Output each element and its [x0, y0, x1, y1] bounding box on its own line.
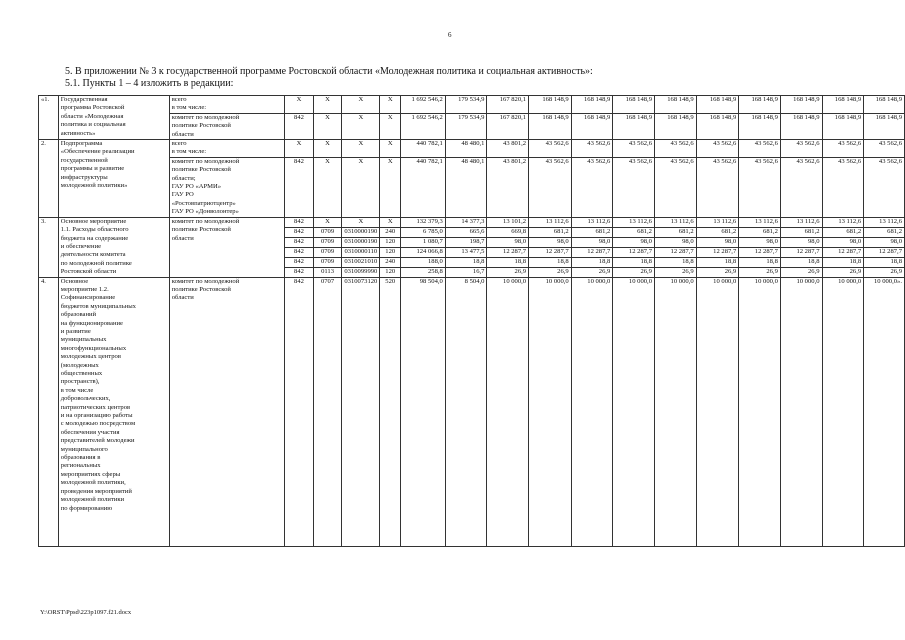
program-name	[58, 140, 169, 218]
budget-code-cell: 240	[380, 227, 401, 237]
budget-code-cell: Х	[313, 113, 342, 139]
budget-code-cell: Х	[342, 96, 380, 114]
amount-cell: 13 477,5	[445, 247, 487, 257]
table-row	[39, 96, 905, 114]
cell-line: муниципальных	[60, 336, 107, 344]
amount-cell: 12 287,7	[696, 247, 739, 257]
amount-cell: 18,8	[780, 257, 822, 267]
amount-cell: 681,2	[613, 227, 655, 237]
amount-cell: 43 562,6	[529, 157, 572, 217]
cell-line: добровольческих,	[60, 395, 111, 403]
amount-cell: 179 534,9	[445, 113, 487, 139]
amount-cell: 124 066,8	[401, 247, 446, 257]
amount-cell: 12 287,7	[822, 247, 864, 257]
amount-cell: 26,9	[864, 267, 905, 277]
amount-cell: 43 562,6	[654, 157, 696, 217]
amount-cell: 168 148,9	[864, 96, 905, 114]
cell-line: программы и развитие	[60, 165, 125, 173]
cell-line: (молодежных	[60, 361, 99, 369]
amount-cell: 258,8	[401, 267, 446, 277]
amount-cell: 10 000,0	[529, 277, 572, 546]
budget-code-cell: 842	[285, 217, 314, 227]
row-number: 4.	[39, 277, 59, 546]
amount-cell: 168 148,9	[739, 113, 781, 139]
budget-code-cell: 0310000190	[342, 237, 380, 247]
table-row	[39, 157, 905, 217]
budget-code-cell: 0310021010	[342, 257, 380, 267]
amount-cell: 13 112,6	[654, 217, 696, 227]
amount-cell: 14 377,3	[445, 217, 487, 227]
cell-line: по формированию	[60, 504, 113, 512]
amount-cell: 168 148,9	[613, 96, 655, 114]
program-name	[58, 217, 169, 277]
budget-code-cell: 0709	[313, 227, 342, 237]
budget-code-cell: Х	[342, 157, 380, 217]
amount-cell: 681,2	[739, 227, 781, 237]
amount-cell: 440 782,1	[401, 157, 446, 217]
cell-line: молодежной политики»	[60, 182, 128, 190]
amount-cell: 18,8	[529, 257, 572, 267]
cell-line: пространств),	[60, 378, 100, 386]
amount-cell: 10 000,0	[654, 277, 696, 546]
cell-line: активность»	[60, 129, 96, 137]
amount-cell: 168 148,9	[696, 96, 739, 114]
cell-line: комитет по молодежной	[171, 277, 240, 285]
amount-cell: 43 562,6	[696, 140, 739, 158]
amount-cell: 12 287,7	[571, 247, 613, 257]
cell-line: политике Ростовской	[171, 226, 231, 234]
amount-cell: 10 000,0	[487, 277, 529, 546]
amount-cell: 10 000,0	[613, 277, 655, 546]
row-number: 3.	[39, 217, 59, 277]
amount-cell: 43 562,6	[654, 140, 696, 158]
amount-cell: 26,9	[571, 267, 613, 277]
amount-cell: 98,0	[739, 237, 781, 247]
responsible-cell	[169, 157, 285, 217]
budget-code-cell: Х	[380, 113, 401, 139]
amount-cell: 26,9	[739, 267, 781, 277]
cell-line: молодежной политики	[60, 496, 125, 504]
amount-cell: 18,8	[696, 257, 739, 267]
budget-code-cell: Х	[342, 217, 380, 227]
cell-line: Основное мероприятие	[60, 217, 127, 225]
amount-cell: 26,9	[613, 267, 655, 277]
amount-cell: 168 148,9	[529, 113, 572, 139]
budget-code-cell: 240	[380, 257, 401, 267]
budget-code-cell: Х	[342, 140, 380, 158]
responsible-cell	[169, 96, 285, 114]
amount-cell: 168 148,9	[864, 113, 905, 139]
budget-code-cell: Х	[380, 96, 401, 114]
amount-cell: 43 562,6	[696, 157, 739, 217]
amount-cell: 43 801,2	[487, 157, 529, 217]
amount-cell: 18,8	[864, 257, 905, 267]
amount-cell: 98 504,0	[401, 277, 446, 546]
cell-line: образований	[60, 311, 97, 319]
cell-line: инфраструктуры	[60, 173, 108, 181]
cell-line: на функционирование	[60, 319, 123, 327]
amount-cell: 681,2	[571, 227, 613, 237]
amount-cell: 43 562,6	[529, 140, 572, 158]
amount-cell: 10 000,0	[739, 277, 781, 546]
amount-cell: 26,9	[822, 267, 864, 277]
amount-cell: 26,9	[780, 267, 822, 277]
cell-line: Государственная	[60, 96, 108, 103]
cell-line: мероприятие 1.2.	[60, 285, 109, 293]
cell-line: проведения мероприятий	[60, 487, 132, 495]
amount-cell: 43 562,6	[571, 140, 613, 158]
amount-cell: 26,9	[696, 267, 739, 277]
cell-line: в том числе	[60, 386, 94, 394]
amount-cell: 98,0	[487, 237, 529, 247]
row-number: «1.	[39, 96, 59, 140]
budget-code-cell: 842	[285, 113, 314, 139]
budget-code-cell: 0310000190	[342, 227, 380, 237]
cell-line: бюджетов муниципальных	[60, 302, 136, 310]
budget-code-cell: 842	[285, 227, 314, 237]
amount-cell: 681,2	[822, 227, 864, 237]
budget-code-cell: Х	[313, 140, 342, 158]
budget-code-cell: 842	[285, 257, 314, 267]
amount-cell: 18,8	[739, 257, 781, 267]
amount-cell: 10 000,0».	[864, 277, 905, 546]
amount-cell: 98,0	[864, 237, 905, 247]
amount-cell: 198,7	[445, 237, 487, 247]
amount-cell: 10 000,0	[571, 277, 613, 546]
budget-code-cell: 842	[285, 237, 314, 247]
cell-line: ГАУ РО	[171, 191, 194, 199]
cell-line: в том числе:	[171, 148, 207, 156]
budget-code-cell: Х	[380, 157, 401, 217]
amount-cell: 43 562,6	[571, 157, 613, 217]
budget-code-cell: 0310073120	[342, 277, 380, 546]
amount-cell: 12 287,7	[529, 247, 572, 257]
table-row	[39, 217, 905, 227]
cell-line: политике Ростовской	[171, 122, 231, 130]
amount-cell: 43 562,6	[864, 157, 905, 217]
amount-cell: 43 562,6	[739, 157, 781, 217]
heading-items: 5.1. Пункты 1 – 4 изложить в редакции:	[65, 78, 234, 89]
cell-line: «Ростовпатриотцентр»	[171, 199, 236, 207]
amount-cell: 13 112,6	[571, 217, 613, 227]
amount-cell: 98,0	[654, 237, 696, 247]
amount-cell: 18,8	[613, 257, 655, 267]
amount-cell: 98,0	[822, 237, 864, 247]
cell-line: молодежных центров	[60, 353, 121, 361]
amount-cell: 1 080,7	[401, 237, 446, 247]
amount-cell: 98,0	[571, 237, 613, 247]
amount-cell: 43 562,6	[822, 140, 864, 158]
cell-line: области	[171, 130, 194, 138]
responsible-cell	[169, 217, 285, 277]
amount-cell: 168 148,9	[654, 113, 696, 139]
cell-line: политика и социальная	[60, 121, 126, 129]
amount-cell: 13 112,6	[864, 217, 905, 227]
amount-cell: 1 692 546,2	[401, 113, 446, 139]
budget-code-cell: Х	[380, 217, 401, 227]
amount-cell: 681,2	[864, 227, 905, 237]
cell-line: представителей молодежи	[60, 437, 135, 445]
cell-line: области;	[171, 174, 196, 182]
amount-cell: 168 148,9	[696, 113, 739, 139]
amount-cell: 168 148,9	[780, 96, 822, 114]
cell-line: Софинансирование	[60, 294, 116, 302]
amount-cell: 43 562,6	[864, 140, 905, 158]
cell-line: Подпрограмма	[60, 140, 103, 148]
amount-cell: 168 148,9	[739, 96, 781, 114]
cell-line: молодежной политики,	[60, 479, 126, 487]
amount-cell: 681,2	[529, 227, 572, 237]
budget-code-cell: Х	[313, 96, 342, 114]
amount-cell: 8 504,0	[445, 277, 487, 546]
cell-line: региональных	[60, 462, 101, 470]
amount-cell: 18,8	[654, 257, 696, 267]
amount-cell: 43 562,6	[780, 140, 822, 158]
amount-cell: 188,0	[401, 257, 446, 267]
amount-cell: 12 287,7	[613, 247, 655, 257]
amount-cell: 13 112,6	[529, 217, 572, 227]
amount-cell: 167 820,1	[487, 96, 529, 114]
budget-code-cell: 0709	[313, 237, 342, 247]
cell-line: комитет по молодежной	[171, 157, 240, 165]
amount-cell: 43 562,6	[739, 140, 781, 158]
amount-cell: 43 801,2	[487, 140, 529, 158]
amount-cell: 681,2	[654, 227, 696, 237]
budget-code-cell: Х	[313, 157, 342, 217]
table-row	[39, 140, 905, 158]
cell-line: обеспечения участия	[60, 428, 120, 436]
amount-cell: 681,2	[780, 227, 822, 237]
amount-cell: 440 782,1	[401, 140, 446, 158]
amount-cell: 18,8	[487, 257, 529, 267]
budget-code-cell: 0310000110	[342, 247, 380, 257]
budget-code-cell: 842	[285, 267, 314, 277]
budget-code-cell: 120	[380, 247, 401, 257]
amount-cell: 669,8	[487, 227, 529, 237]
amount-cell: 6 785,0	[401, 227, 446, 237]
amount-cell: 16,7	[445, 267, 487, 277]
cell-line: общественных	[60, 370, 103, 377]
cell-line: политике Ростовской	[171, 285, 231, 293]
cell-line: области	[171, 294, 194, 302]
budget-code-cell: 842	[285, 157, 314, 217]
cell-line: и на организацию работы	[60, 412, 133, 420]
heading-appendix: 5. В приложении № 3 к государственной программе Ростовской области «Молодежная политика и социальная активность»:	[65, 66, 593, 77]
amount-cell: 48 480,1	[445, 140, 487, 158]
file-path: Y:\ORST\Ppsd\223p1097.f21.docx	[40, 609, 132, 616]
cell-line: в том числе:	[171, 104, 207, 112]
amount-cell: 13 101,2	[487, 217, 529, 227]
responsible-cell	[169, 140, 285, 158]
budget-code-cell: 520	[380, 277, 401, 546]
cell-line: ГАУ РО «АРМИ»	[171, 183, 222, 191]
amount-cell: 167 820,1	[487, 113, 529, 139]
responsible-cell	[169, 113, 285, 139]
amount-cell: 98,0	[529, 237, 572, 247]
amount-cell: 48 480,1	[445, 157, 487, 217]
amount-cell: 10 000,0	[780, 277, 822, 546]
amount-cell: 43 562,6	[613, 140, 655, 158]
cell-line: бюджета на содержание	[60, 234, 129, 242]
amount-cell: 18,8	[571, 257, 613, 267]
cell-line: области	[171, 234, 194, 242]
amount-cell: 98,0	[613, 237, 655, 247]
amount-cell: 681,2	[696, 227, 739, 237]
amount-cell: 168 148,9	[780, 113, 822, 139]
amount-cell: 10 000,0	[696, 277, 739, 546]
amount-cell: 168 148,9	[571, 113, 613, 139]
amount-cell: 12 287,7	[864, 247, 905, 257]
cell-line: и обеспечение	[60, 242, 102, 250]
cell-line: всего	[171, 96, 187, 103]
amount-cell: 26,9	[654, 267, 696, 277]
amount-cell: 168 148,9	[571, 96, 613, 114]
amount-cell: 43 562,6	[780, 157, 822, 217]
amount-cell: 168 148,9	[529, 96, 572, 114]
table-row	[39, 277, 905, 546]
budget-code-cell: 120	[380, 237, 401, 247]
table-row	[39, 113, 905, 139]
cell-line: муниципального	[60, 445, 108, 453]
amount-cell: 26,9	[529, 267, 572, 277]
cell-line: комитет по молодежной	[171, 113, 240, 121]
cell-line: программа Ростовской	[60, 104, 125, 112]
page-number: 6	[448, 31, 452, 39]
responsible-cell	[169, 277, 285, 546]
amount-cell: 168 148,9	[654, 96, 696, 114]
amount-cell: 18,8	[822, 257, 864, 267]
cell-line: патриотических центров	[60, 403, 131, 411]
amount-cell: 132 379,3	[401, 217, 446, 227]
budget-code-cell: Х	[285, 96, 314, 114]
budget-code-cell: 0709	[313, 247, 342, 257]
cell-line: области «Молодежная	[60, 112, 124, 120]
budget-code-cell: Х	[380, 140, 401, 158]
budget-code-cell: 0310099990	[342, 267, 380, 277]
amount-cell: 18,8	[445, 257, 487, 267]
amount-cell: 1 692 546,2	[401, 96, 446, 114]
amount-cell: 13 112,6	[780, 217, 822, 227]
cell-line: всего	[171, 140, 187, 148]
cell-line: с молодежью посредством	[60, 420, 136, 428]
cell-line: деятельности комитета	[60, 251, 126, 259]
amount-cell: 665,6	[445, 227, 487, 237]
cell-line: Ростовской области	[60, 268, 117, 276]
amount-cell: 168 148,9	[822, 96, 864, 114]
cell-line: ГАУ РО «Донволонтер»	[171, 208, 239, 216]
cell-line: 1.1. Расходы областного	[60, 226, 129, 234]
amount-cell: 43 562,6	[822, 157, 864, 217]
budget-code-cell: 842	[285, 247, 314, 257]
cell-line: политике Ростовской	[171, 166, 231, 174]
amount-cell: 12 287,7	[654, 247, 696, 257]
budget-code-cell: 120	[380, 267, 401, 277]
amount-cell: 13 112,6	[613, 217, 655, 227]
budget-code-cell: Х	[313, 217, 342, 227]
amount-cell: 43 562,6	[613, 157, 655, 217]
amount-cell: 13 112,6	[739, 217, 781, 227]
cell-line: многофункциональных	[60, 344, 127, 352]
program-table	[38, 95, 905, 547]
amount-cell: 26,9	[487, 267, 529, 277]
cell-line: образования в	[60, 454, 101, 462]
cell-line: «Обеспечение реализации	[60, 148, 135, 156]
amount-cell: 10 000,0	[822, 277, 864, 546]
row-number: 2.	[39, 140, 59, 218]
budget-code-cell: 0707	[313, 277, 342, 546]
cell-line: комитет по молодежной	[171, 217, 240, 225]
amount-cell: 12 287,7	[739, 247, 781, 257]
amount-cell: 168 148,9	[822, 113, 864, 139]
amount-cell: 13 112,6	[822, 217, 864, 227]
cell-line: и развитие	[60, 327, 91, 335]
amount-cell: 179 534,9	[445, 96, 487, 114]
amount-cell: 98,0	[780, 237, 822, 247]
program-name	[58, 277, 169, 546]
budget-code-cell: Х	[342, 113, 380, 139]
cell-line: Основное	[60, 277, 89, 285]
cell-line: по молодежной политике	[60, 259, 132, 267]
budget-code-cell: 0709	[313, 257, 342, 267]
amount-cell: 98,0	[696, 237, 739, 247]
amount-cell: 12 287,7	[780, 247, 822, 257]
cell-line: мероприятиях сферы	[60, 470, 121, 478]
cell-line: государственной	[60, 156, 108, 164]
budget-code-cell: 0113	[313, 267, 342, 277]
amount-cell: 12 287,7	[487, 247, 529, 257]
budget-code-cell: Х	[285, 140, 314, 158]
budget-code-cell: 842	[285, 277, 314, 546]
amount-cell: 168 148,9	[613, 113, 655, 139]
amount-cell: 13 112,6	[696, 217, 739, 227]
program-name	[58, 96, 169, 140]
